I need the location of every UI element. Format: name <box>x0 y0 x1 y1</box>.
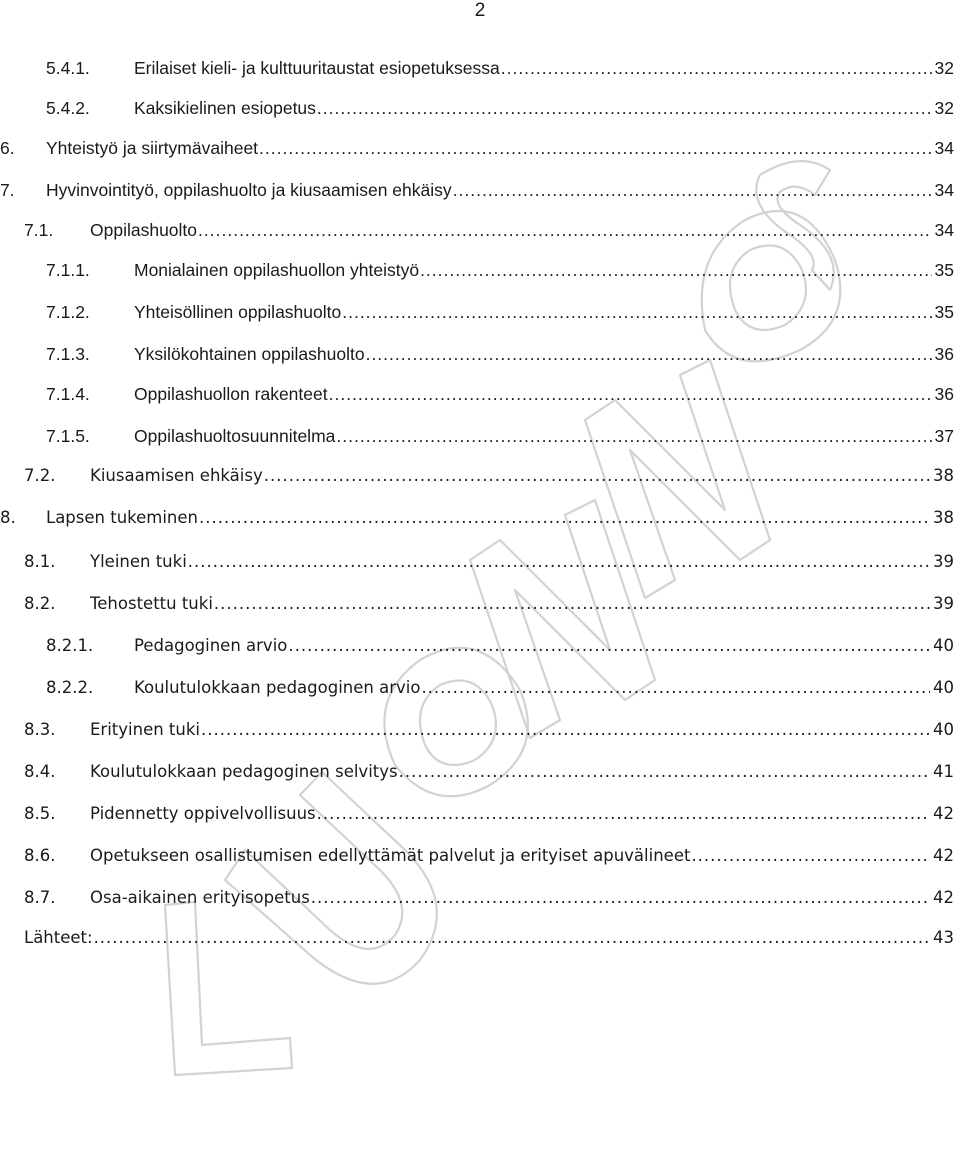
toc-entry-page: 38 <box>933 466 954 485</box>
toc-entry[interactable] <box>0 423 960 449</box>
toc-entry-number: 8.2. <box>24 594 56 613</box>
toc-dot-leader <box>214 591 930 617</box>
toc-entry-page: 40 <box>933 720 954 739</box>
toc-dot-leader <box>317 801 930 827</box>
toc-entry[interactable] <box>0 801 960 827</box>
toc-dot-leader <box>329 381 932 407</box>
toc-entry[interactable] <box>0 885 960 911</box>
toc-entry-title: Monialainen oppilashuollon yhteistyö <box>134 260 420 280</box>
toc-entry-number: 8. <box>0 508 16 527</box>
toc-entry[interactable] <box>0 95 960 121</box>
toc-dot-leader <box>421 675 930 701</box>
toc-dot-leader <box>288 633 930 659</box>
toc-entry[interactable] <box>0 633 960 659</box>
toc-entry[interactable] <box>0 675 960 701</box>
toc-dot-leader <box>336 423 931 449</box>
toc-entry-title: Lähteet: <box>24 928 93 947</box>
toc-entry-number: 7. <box>0 180 15 200</box>
page-number: 2 <box>474 0 486 21</box>
toc-entry-page: 32 <box>934 98 954 118</box>
toc-entry-page: 40 <box>933 678 954 697</box>
toc-entry[interactable] <box>0 463 960 489</box>
toc-entry-title: Pedagoginen arvio <box>134 636 288 655</box>
toc-entry-title: Kaksikielinen esiopetus <box>134 98 316 118</box>
toc-entry-title: Oppilashuolto <box>90 220 198 240</box>
toc-entry-number: 7.1.5. <box>46 426 90 446</box>
toc-dot-leader <box>691 843 930 869</box>
toc-entry-title: Yksilökohtainen oppilashuolto <box>134 344 365 364</box>
toc-entry[interactable] <box>0 843 960 869</box>
toc-entry-number: 7.1. <box>24 220 54 240</box>
toc-entry-title: Oppilashuoltosuunnitelma <box>134 426 336 446</box>
toc-entry-title: Opetukseen osallistumisen edellyttämät palvelut ja erityiset apuvälineet <box>90 846 691 865</box>
toc-dot-leader <box>264 463 930 489</box>
toc-dot-leader <box>317 95 932 121</box>
toc-entry-title: Pidennetty oppivelvollisuus <box>90 804 316 823</box>
toc-entry-number: 7.2. <box>24 466 56 485</box>
toc-dot-leader <box>198 217 932 243</box>
toc-entry-number: 7.1.4. <box>46 384 90 404</box>
toc-entry-title: Koulutulokkaan pedagoginen arvio <box>134 678 421 697</box>
toc-entry-title: Hyvinvointityö, oppilashuolto ja kiusaamisen ehkäisy <box>46 180 452 200</box>
toc-entry-page: 35 <box>934 260 954 280</box>
toc-dot-leader <box>366 341 932 367</box>
toc-dot-leader <box>94 925 930 951</box>
toc-entry-number: 8.5. <box>24 804 56 823</box>
toc-dot-leader <box>188 549 930 575</box>
toc-entry-page: 34 <box>934 220 954 240</box>
toc-entry-number: 8.7. <box>24 888 56 907</box>
toc-entry[interactable] <box>0 549 960 575</box>
toc-dot-leader <box>201 717 930 743</box>
toc-entry-page: 36 <box>934 384 954 404</box>
toc-entry-page: 42 <box>933 888 954 907</box>
toc-entry-title: Tehostettu tuki <box>90 594 213 613</box>
toc-entry-title: Osa-aikainen erityisopetus <box>90 888 310 907</box>
toc-dot-leader <box>259 135 931 161</box>
toc-entry[interactable] <box>0 55 960 81</box>
toc-entry-number: 8.6. <box>24 846 56 865</box>
toc-dot-leader <box>199 505 930 531</box>
toc-entry[interactable] <box>0 591 960 617</box>
toc-dot-leader <box>420 257 931 283</box>
toc-dot-leader <box>399 759 930 785</box>
toc-entry-title: Yhteisöllinen oppilashuolto <box>134 302 342 322</box>
toc-entry-page: 39 <box>933 594 954 613</box>
toc-entry[interactable] <box>0 299 960 325</box>
toc-dot-leader <box>453 177 932 203</box>
toc-entry-page: 40 <box>933 636 954 655</box>
toc-entry[interactable] <box>0 759 960 785</box>
toc-entry-number: 8.2.2. <box>46 678 94 697</box>
toc-entry[interactable] <box>0 177 960 203</box>
toc-entry-number: 7.1.1. <box>46 260 90 280</box>
toc-entry-page: 38 <box>933 508 954 527</box>
toc-entry-page: 42 <box>933 846 954 865</box>
toc-entry-title: Erilaiset kieli- ja kulttuuritaustat esiopetuksessa <box>134 58 500 78</box>
toc-entry-page: 43 <box>933 928 954 947</box>
toc-entry-number: 5.4.1. <box>46 58 90 78</box>
toc-entry[interactable] <box>0 717 960 743</box>
toc-entry-number: 8.4. <box>24 762 56 781</box>
toc-entry-number: 7.1.2. <box>46 302 90 322</box>
toc-entry-title: Erityinen tuki <box>90 720 200 739</box>
toc-entry[interactable] <box>0 217 960 243</box>
toc-entry-number: 6. <box>0 138 15 158</box>
toc-entry-number: 7.1.3. <box>46 344 90 364</box>
toc-entry-page: 36 <box>934 344 954 364</box>
toc-entry-page: 34 <box>934 138 954 158</box>
toc-entry-number: 5.4.2. <box>46 98 90 118</box>
toc-entry-page: 41 <box>933 762 954 781</box>
toc-entry-number: 8.3. <box>24 720 56 739</box>
toc-entry-title: Kiusaamisen ehkäisy <box>90 466 263 485</box>
toc-entry[interactable] <box>0 257 960 283</box>
toc-entry-page: 39 <box>933 552 954 571</box>
toc-dot-leader <box>311 885 930 911</box>
toc-dot-leader <box>501 55 932 81</box>
toc-dot-leader <box>342 299 931 325</box>
toc-entry-number: 8.2.1. <box>46 636 94 655</box>
toc-entry-page: 42 <box>933 804 954 823</box>
toc-entry[interactable] <box>0 505 960 531</box>
toc-entry[interactable] <box>0 341 960 367</box>
toc-entry-page: 34 <box>934 180 954 200</box>
toc-entry-title: Koulutulokkaan pedagoginen selvitys <box>90 762 398 781</box>
toc-entry-page: 35 <box>934 302 954 322</box>
toc-entry-title: Yleinen tuki <box>90 552 187 571</box>
toc-entry-title: Oppilashuollon rakenteet <box>134 384 328 404</box>
toc-entry-page: 32 <box>934 58 954 78</box>
toc-entry-page: 37 <box>934 426 954 446</box>
toc-entry[interactable] <box>0 135 960 161</box>
toc-entry[interactable] <box>0 925 960 951</box>
toc-entry-number: 8.1. <box>24 552 56 571</box>
toc-entry[interactable] <box>0 381 960 407</box>
toc-entry-title: Lapsen tukeminen <box>46 508 198 527</box>
toc-entry-title: Yhteistyö ja siirtymävaiheet <box>46 138 259 158</box>
